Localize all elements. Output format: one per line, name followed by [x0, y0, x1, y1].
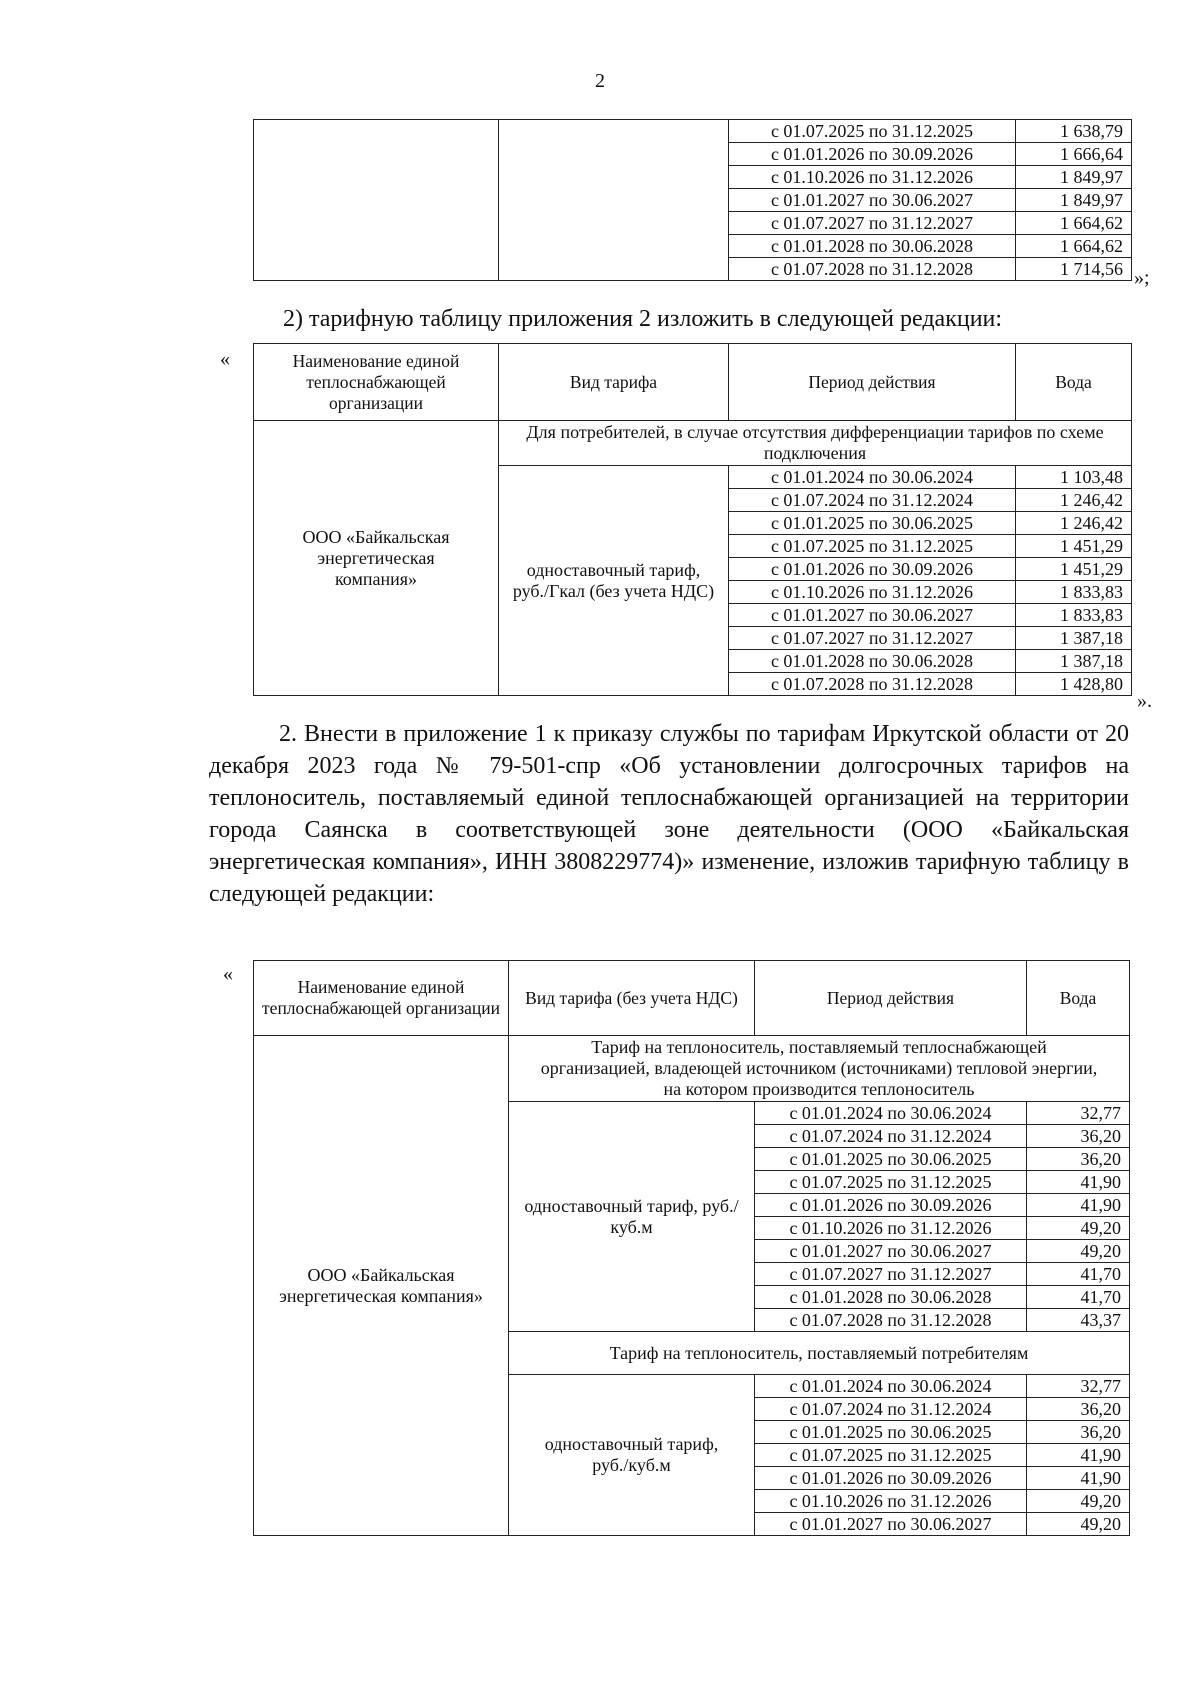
value-cell: 1 666,64: [1016, 143, 1132, 166]
org-name: ООО «Байкальская энергетическая компания»: [254, 421, 499, 696]
tariff-table-continuation: [253, 119, 1132, 281]
table-row: [254, 120, 1132, 143]
value-cell: 1 387,18: [1016, 627, 1132, 650]
value-cell: 49,20: [1027, 1513, 1130, 1536]
value-cell: 49,20: [1027, 1240, 1130, 1263]
value-cell: 1 387,18: [1016, 650, 1132, 673]
value-cell: 1 451,29: [1016, 558, 1132, 581]
value-cell: 1 714,56: [1016, 258, 1132, 281]
period-cell: с 01.01.2025 по 30.06.2025: [729, 512, 1016, 535]
period-cell: с 01.07.2024 по 31.12.2024: [729, 489, 1016, 512]
value-cell: 36,20: [1027, 1148, 1130, 1171]
value-cell: 41,90: [1027, 1194, 1130, 1217]
value-cell: 1 849,97: [1016, 166, 1132, 189]
table-close-quote: ».: [1137, 690, 1152, 712]
period-cell: с 01.07.2028 по 31.12.2028: [729, 673, 1016, 696]
period-cell: с 01.01.2025 по 30.06.2025: [755, 1148, 1027, 1171]
header-tariff-type: Вид тарифа: [499, 344, 729, 421]
section-title: Для потребителей, в случае отсутствия дифференциации тарифов по схеме подключения: [499, 421, 1132, 466]
value-cell: 1 849,97: [1016, 189, 1132, 212]
value-cell: 36,20: [1027, 1398, 1130, 1421]
value-cell: 32,77: [1027, 1375, 1130, 1398]
value-cell: 41,70: [1027, 1263, 1130, 1286]
value-cell: 1 833,83: [1016, 581, 1132, 604]
period-cell: с 01.01.2027 по 30.06.2027: [729, 604, 1016, 627]
value-cell: 41,90: [1027, 1467, 1130, 1490]
header-water: Вода: [1016, 344, 1132, 421]
org-name: ООО «Байкальская энергетическая компания»: [254, 1036, 509, 1536]
value-cell: 41,90: [1027, 1171, 1130, 1194]
value-cell: 41,90: [1027, 1444, 1130, 1467]
section-row: [254, 1036, 1130, 1102]
section-title: Тариф на теплоноситель, поставляемый теплоснабжающей организацией, владеющей источником (источниками) тепловой энергии, на котором производится теплоноситель: [509, 1036, 1130, 1102]
value-cell: 41,70: [1027, 1286, 1130, 1309]
period-cell: с 01.01.2026 по 30.09.2026: [729, 558, 1016, 581]
header-water: Вода: [1027, 961, 1130, 1036]
value-cell: 1 451,29: [1016, 535, 1132, 558]
period-cell: с 01.01.2024 по 30.06.2024: [755, 1375, 1027, 1398]
tariff-type: одноставочный тариф, руб./Гкал (без учета НДС): [499, 466, 729, 696]
value-cell: 1 638,79: [1016, 120, 1132, 143]
period-cell: с 01.01.2024 по 30.06.2024: [755, 1102, 1027, 1125]
value-cell: 36,20: [1027, 1421, 1130, 1444]
page-number: 2: [595, 70, 605, 92]
period-cell: с 01.01.2026 по 30.09.2026: [755, 1194, 1027, 1217]
value-cell: 49,20: [1027, 1217, 1130, 1240]
period-cell: с 01.10.2026 по 31.12.2026: [755, 1490, 1027, 1513]
value-cell: 1 664,62: [1016, 235, 1132, 258]
period-cell: с 01.01.2026 по 30.09.2026: [755, 1467, 1027, 1490]
value-cell: 49,20: [1027, 1490, 1130, 1513]
tariff-table-coolant: [253, 960, 1130, 1536]
period-cell: с 01.07.2028 по 31.12.2028: [729, 258, 1016, 281]
paragraph-1: 2) тарифную таблицу приложения 2 изложить в следующей редакции:: [283, 306, 1003, 332]
period-cell: с 01.07.2025 по 31.12.2025: [755, 1444, 1027, 1467]
header-org: Наименование единой теплоснабжающей организации: [254, 344, 499, 421]
period-cell: с 01.01.2028 по 30.06.2028: [729, 650, 1016, 673]
period-cell: с 01.01.2028 по 30.06.2028: [729, 235, 1016, 258]
value-cell: 1 428,80: [1016, 673, 1132, 696]
period-cell: с 01.01.2026 по 30.09.2026: [729, 143, 1016, 166]
org-cell-empty: [254, 120, 499, 281]
period-cell: с 01.10.2026 по 31.12.2026: [729, 581, 1016, 604]
period-cell: с 01.01.2027 по 30.06.2027: [729, 189, 1016, 212]
period-cell: с 01.07.2028 по 31.12.2028: [755, 1309, 1027, 1332]
period-cell: с 01.01.2024 по 30.06.2024: [729, 466, 1016, 489]
period-cell: с 01.01.2028 по 30.06.2028: [755, 1286, 1027, 1309]
section-row: [254, 421, 1132, 466]
header-period: Период действия: [729, 344, 1016, 421]
period-cell: с 01.01.2025 по 30.06.2025: [755, 1421, 1027, 1444]
period-cell: с 01.10.2026 по 31.12.2026: [729, 166, 1016, 189]
section-title: Тариф на теплоноситель, поставляемый потребителям: [509, 1332, 1130, 1375]
period-cell: с 01.01.2027 по 30.06.2027: [755, 1240, 1027, 1263]
header-tariff-type: Вид тарифа (без учета НДС): [509, 961, 755, 1036]
tariff-type: одноставочный тариф, руб./куб.м: [509, 1102, 755, 1332]
value-cell: 36,20: [1027, 1125, 1130, 1148]
value-cell: 1 246,42: [1016, 489, 1132, 512]
period-cell: с 01.07.2024 по 31.12.2024: [755, 1398, 1027, 1421]
tariff-table-appendix-2: [253, 343, 1132, 696]
header-period: Период действия: [755, 961, 1027, 1036]
period-cell: с 01.01.2027 по 30.06.2027: [755, 1513, 1027, 1536]
paragraph-2: 2. Внести в приложение 1 к приказу службы по тарифам Иркутской области от 20 декабря 2023 года № 79-501-спр «Об установлении долгосрочных тарифов на теплоноситель, поставляемый единой теплоснабжающей организацией на территории города Саянска в соответствующей зоне деятельности (ООО «Байкальская энергетическая компания», ИНН 3808229774)» изменение, изложив тарифную таблицу в следующей редакции:: [209, 721, 1129, 907]
table-open-quote: «: [220, 348, 230, 370]
value-cell: 1 664,62: [1016, 212, 1132, 235]
period-cell: с 01.07.2027 по 31.12.2027: [729, 627, 1016, 650]
tariff-type: одноставочный тариф, руб./куб.м: [509, 1375, 755, 1536]
period-cell: с 01.10.2026 по 31.12.2026: [755, 1217, 1027, 1240]
value-cell: 32,77: [1027, 1102, 1130, 1125]
value-cell: 1 833,83: [1016, 604, 1132, 627]
header-org: Наименование единой теплоснабжающей организации: [254, 961, 509, 1036]
period-cell: с 01.07.2027 по 31.12.2027: [729, 212, 1016, 235]
period-cell: с 01.07.2025 по 31.12.2025: [729, 120, 1016, 143]
period-cell: с 01.07.2025 по 31.12.2025: [729, 535, 1016, 558]
value-cell: 1 103,48: [1016, 466, 1132, 489]
value-cell: 43,37: [1027, 1309, 1130, 1332]
period-cell: с 01.07.2027 по 31.12.2027: [755, 1263, 1027, 1286]
tariff-type-cell-empty: [499, 120, 729, 281]
table-close-quote: »;: [1134, 267, 1150, 289]
value-cell: 1 246,42: [1016, 512, 1132, 535]
period-cell: с 01.07.2024 по 31.12.2024: [755, 1125, 1027, 1148]
table-open-quote: «: [223, 963, 233, 985]
period-cell: с 01.07.2025 по 31.12.2025: [755, 1171, 1027, 1194]
